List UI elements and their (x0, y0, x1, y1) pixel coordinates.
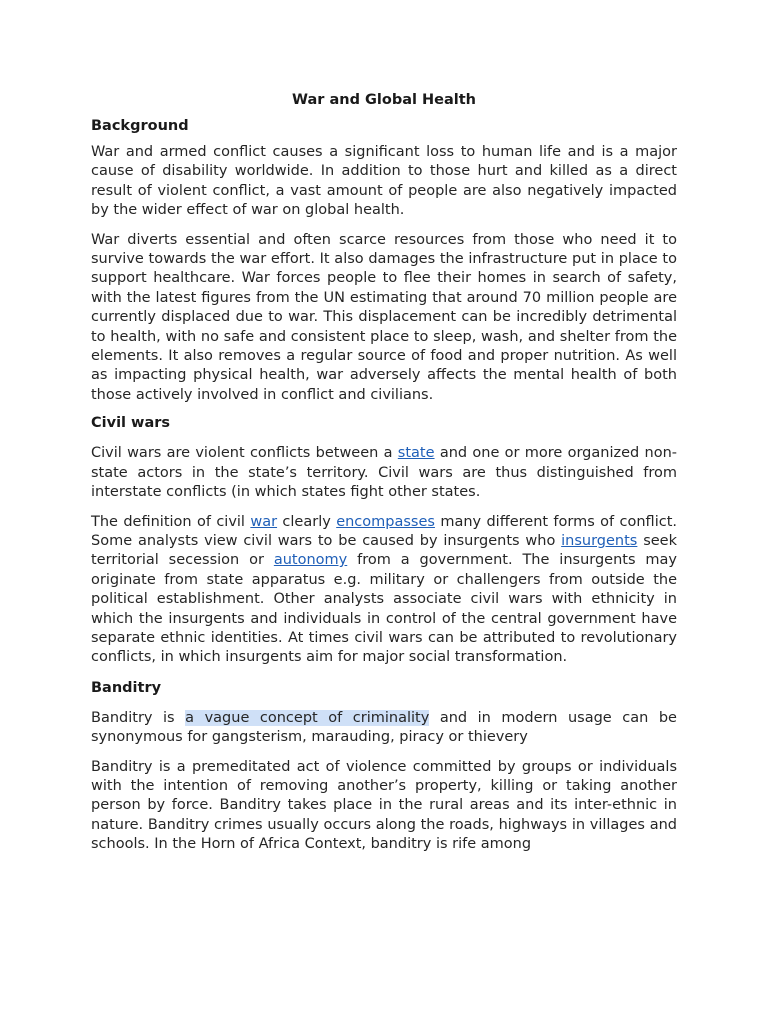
text-span: Banditry is (91, 709, 186, 726)
text-span: many different forms of conflict. Some analysts view civil wars to be caused by insurgents who (91, 513, 677, 549)
text-span: clearly (277, 513, 337, 530)
text-span: and one or more organized non-state actors in the state’s territory. Civil wars are thus distinguished from interstate conflicts (in which states fight other states. (91, 445, 677, 501)
document-page (91, 90, 677, 865)
banditry-paragraph-1 (91, 709, 677, 748)
link-encompasses[interactable]: encompasses (336, 513, 435, 530)
text-span: Civil wars are violent conflicts between a (91, 445, 398, 462)
link-war[interactable]: war (250, 513, 278, 530)
highlighted-text: a vague concept of criminality (185, 709, 430, 726)
civil-wars-paragraph-1 (91, 444, 677, 502)
document-title: War and Global Health (292, 92, 476, 108)
text-span: from a government. The insurgents may originate from state apparatus e.g. military or challengers from outside the political establishment. Other analysts associate civil wars with ethnicity in which the insurgents and individuals in control of the central government have separate ethnic identities. At times civil wars can be attributed to revolutionary conflicts, in which insurgents aim for major social transformation. (91, 552, 677, 666)
section-heading-civil-wars: Civil wars (91, 415, 171, 432)
link-autonomy[interactable]: autonomy (273, 552, 348, 569)
text-span: seek territorial secession or (91, 532, 677, 569)
text-span: The definition of civil (91, 513, 251, 530)
link-insurgents[interactable]: insurgents (561, 532, 638, 549)
background-paragraph-2: War diverts essential and often scarce resources from those who need it to survive towards the war effort. It also damages the infrastructure put in place to support healthcare. War forces people to flee their homes in search of safety, with the latest figures from the UN estimating that around 70 million people are currently displaced due to war. This displacement can be incredibly detrimental to health, with no safe and consistent place to sleep, wash, and shelter from the elements. It also removes a regular source of food and proper nutrition. As well as impacting physical health, war adversely affects the mental health of both those actively involved in conflict and civilians. (91, 231, 677, 403)
banditry-paragraph-2: Banditry is a premeditated act of violence committed by groups or individuals with the intention of removing another’s property, killing or taking another person by force. Banditry takes place in the rural areas and its inter-ethnic in nature. Banditry crimes usually occurs along the roads, highways in villages and schools. In the Horn of Africa Context, banditry is rife among (91, 758, 677, 853)
text-span: and in modern usage can be synonymous for gangsterism, marauding, piracy or thievery (91, 709, 677, 746)
background-paragraph-1: War and armed conflict causes a significant loss to human life and is a major cause of disability worldwide. In addition to those hurt and killed as a direct result of violent conflict, a vast amount of people are also negatively impacted by the wider effect of war on global health. (91, 144, 677, 219)
section-heading-banditry: Banditry (91, 679, 162, 696)
section-heading-background: Background (91, 118, 189, 134)
civil-wars-paragraph-2 (91, 513, 677, 668)
link-state[interactable]: state (397, 445, 435, 462)
